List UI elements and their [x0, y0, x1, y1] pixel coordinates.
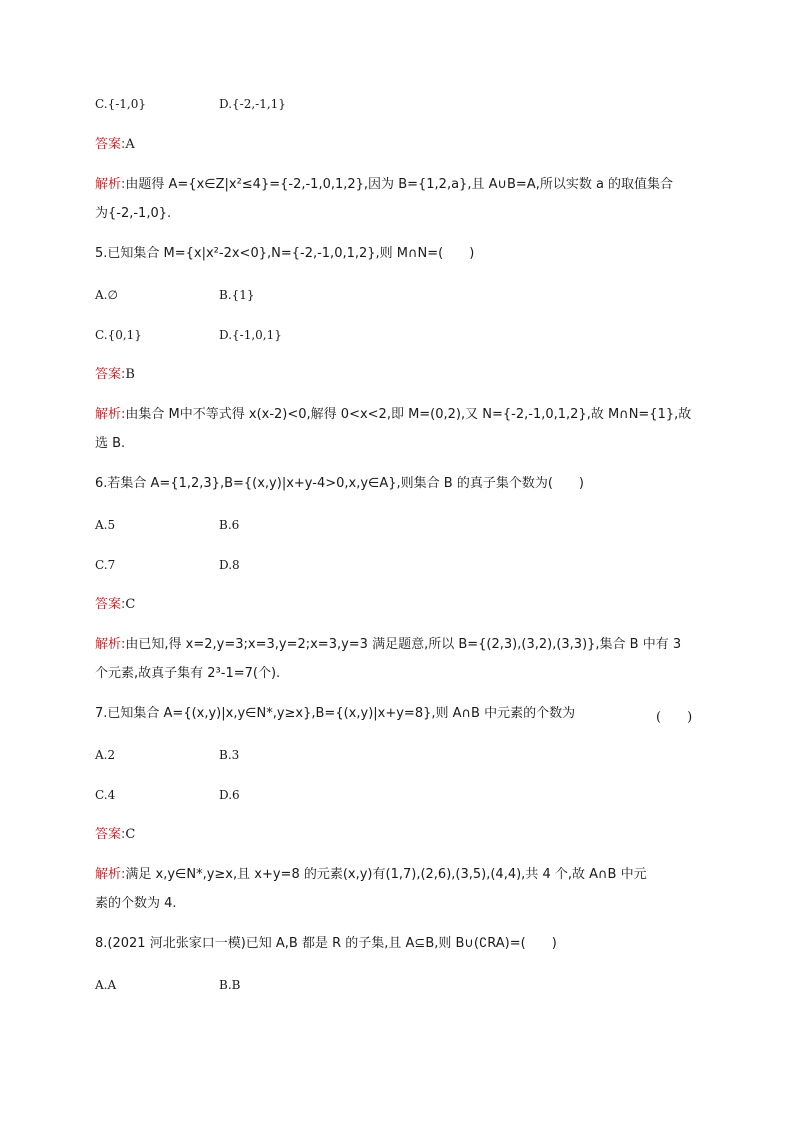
answer-blank: ( ) [656, 710, 693, 725]
answer-value: B [125, 367, 135, 382]
analysis-line [95, 436, 125, 452]
option-left: A.2 [95, 748, 116, 762]
answer-label: 答案: [95, 137, 126, 152]
option-left: A.5 [95, 518, 116, 532]
option-left: A.∅ [95, 288, 118, 302]
option-left: C.7 [95, 558, 116, 572]
analysis-label: 解析: [95, 867, 126, 882]
analysis-text: 由已知,得 x=2,y=3;x=3,y=2;x=3,y=3 满足题意,所以 B={(2,3),(3,2),(3,3)},集合 B 中有 3 [125, 637, 682, 652]
question-stem: 8.(2021 河北张家口一模)已知 A,B 都是 R 的子集,且 A⊆B,则 B∪(∁RA)=( ) [95, 936, 557, 951]
analysis-label: 解析: [95, 177, 126, 192]
question-stem: 5.已知集合 M={x|x²-2x<0},N={-2,-1,0,1,2},则 M∩N=( ) [95, 246, 475, 261]
answer-line [95, 137, 135, 153]
answer-line [95, 827, 135, 843]
answer-value: C [125, 597, 136, 612]
option-right: D.{-2,-1,1} [219, 97, 286, 111]
analysis-label: 解析: [95, 637, 126, 652]
analysis-text: 素的个数为 4. [95, 896, 177, 911]
question-stem: 6.若集合 A={1,2,3},B={(x,y)|x+y-4>0,x,y∈A},则集合 B 的真子集个数为( ) [95, 476, 584, 491]
option-right: D.8 [219, 558, 240, 572]
answer-line [95, 367, 135, 383]
option-left: A.A [95, 978, 117, 992]
option-right: B.3 [219, 748, 240, 762]
analysis-label: 解析: [95, 407, 126, 422]
analysis-line [95, 206, 171, 222]
option-right: B.6 [219, 518, 240, 532]
question-stem: 7.已知集合 A={(x,y)|x,y∈N*,y≥x},B={(x,y)|x+y=8},则 A∩B 中元素的个数为 [95, 706, 576, 721]
option-left: C.{0,1} [95, 328, 142, 342]
answer-value: C [125, 827, 136, 842]
analysis-line [95, 637, 681, 653]
option-right: B.{1} [219, 288, 255, 302]
analysis-text: 个元素,故真子集有 2³-1=7(个). [95, 666, 281, 681]
answer-label: 答案: [95, 597, 126, 612]
analysis-line [95, 177, 673, 193]
analysis-text: 选 B. [95, 436, 126, 451]
analysis-text: 由题得 A={x∈Z|x²≤4}={-2,-1,0,1,2},因为 B={1,2,a},且 A∪B=A,所以实数 a 的取值集合 [125, 177, 674, 192]
answer-label: 答案: [95, 827, 126, 842]
answer-value: A [125, 137, 135, 152]
answer-line [95, 597, 135, 613]
analysis-line [95, 896, 177, 912]
option-left: C.4 [95, 788, 116, 802]
analysis-line [95, 867, 647, 883]
option-right: D.{-1,0,1} [219, 328, 282, 342]
analysis-text: 由集合 M中不等式得 x(x-2)<0,解得 0<x<2,即 M=(0,2),又 N={-2,-1,0,1,2},故 M∩N={1},故 [125, 407, 692, 422]
option-right: B.B [219, 978, 241, 992]
option-left: C.{-1,0} [95, 97, 146, 111]
option-right: D.6 [219, 788, 240, 802]
analysis-text: 满足 x,y∈N*,y≥x,且 x+y=8 的元素(x,y)有(1,7),(2,6),(3,5),(4,4),共 4 个,故 A∩B 中元 [125, 867, 647, 882]
analysis-text: 为{-2,-1,0}. [95, 206, 172, 221]
answer-label: 答案: [95, 367, 126, 382]
analysis-line [95, 407, 691, 423]
analysis-line [95, 666, 280, 682]
